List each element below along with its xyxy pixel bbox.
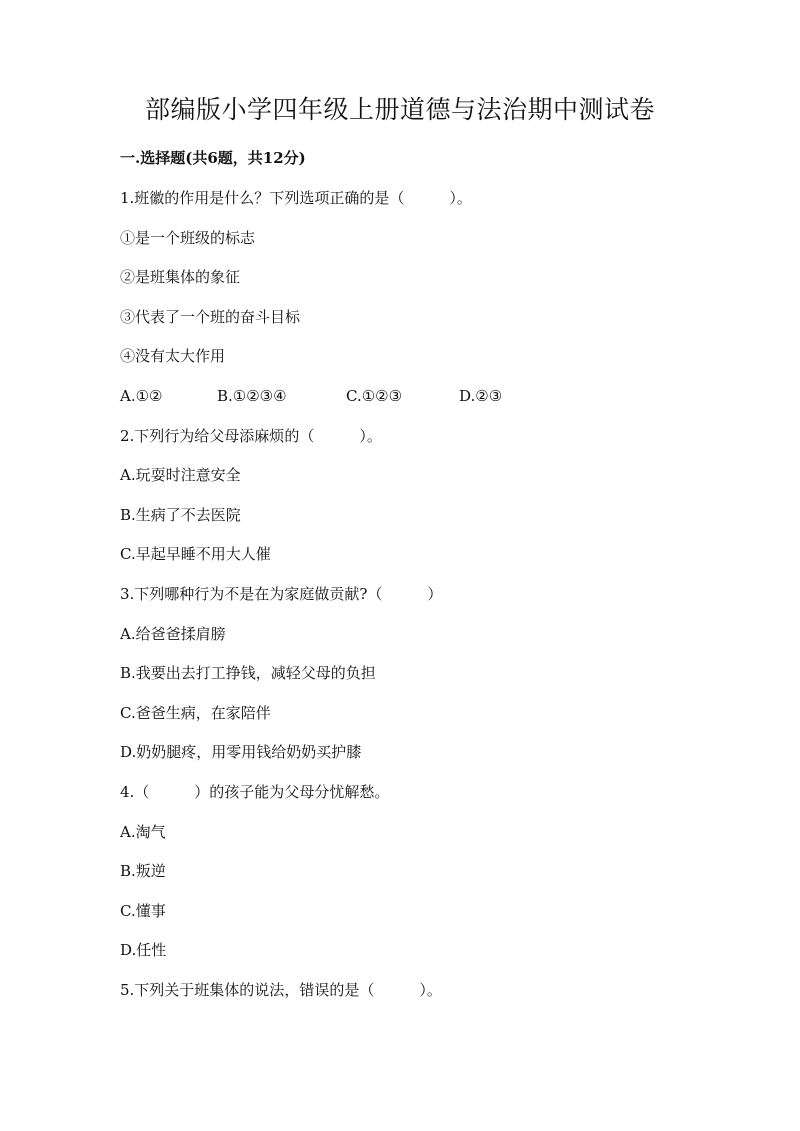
question-1-option-c: C.①②③ — [346, 387, 403, 405]
question-4-stem: 4.（ ）的孩子能为父母分忧解愁。 — [120, 783, 390, 801]
question-4-option-a: A.淘气 — [120, 823, 166, 841]
question-4-option-d: D.任性 — [120, 941, 167, 959]
question-5-stem: 5.下列关于班集体的说法，错误的是（ ）。 — [120, 981, 442, 999]
question-3-option-d: D.奶奶腿疼，用零用钱给奶奶买护膝 — [120, 743, 362, 761]
question-2-option-b: B.生病了不去医院 — [120, 506, 241, 524]
page-title: 部编版小学四年级上册道德与法治期中测试卷 — [144, 95, 655, 124]
question-3-option-c: C.爸爸生病，在家陪伴 — [120, 704, 271, 722]
question-1-statement-1: ①是一个班级的标志 — [120, 229, 256, 247]
question-3-option-a: A.给爸爸揉肩膀 — [120, 625, 226, 643]
question-2-stem: 2.下列行为给父母添麻烦的（ ）。 — [120, 427, 382, 445]
question-1-statement-3: ③代表了一个班的奋斗目标 — [120, 308, 301, 326]
question-1-option-d: D.②③ — [459, 387, 503, 405]
question-3-option-b: B.我要出去打工挣钱，减轻父母的负担 — [120, 664, 376, 682]
question-2-option-c: C.早起早睡不用大人催 — [120, 545, 271, 563]
question-1-statement-4: ④没有太大作用 — [120, 347, 226, 365]
question-4-option-c: C.懂事 — [120, 902, 166, 920]
question-1-option-a: A.①② — [120, 387, 163, 405]
question-2-option-a: A.玩耍时注意安全 — [120, 466, 241, 484]
question-3-stem: 3.下列哪种行为不是在为家庭做贡献?（ ） — [120, 585, 443, 603]
question-1-stem: 1.班徽的作用是什么？下列选项正确的是（ ）。 — [120, 189, 472, 207]
question-1-statement-2: ②是班集体的象征 — [120, 268, 241, 286]
question-4-option-b: B.叛逆 — [120, 862, 166, 880]
question-1-option-b: B.①②③④ — [217, 387, 287, 405]
section-heading: 一.选择题(共6题，共12分) — [120, 149, 306, 167]
